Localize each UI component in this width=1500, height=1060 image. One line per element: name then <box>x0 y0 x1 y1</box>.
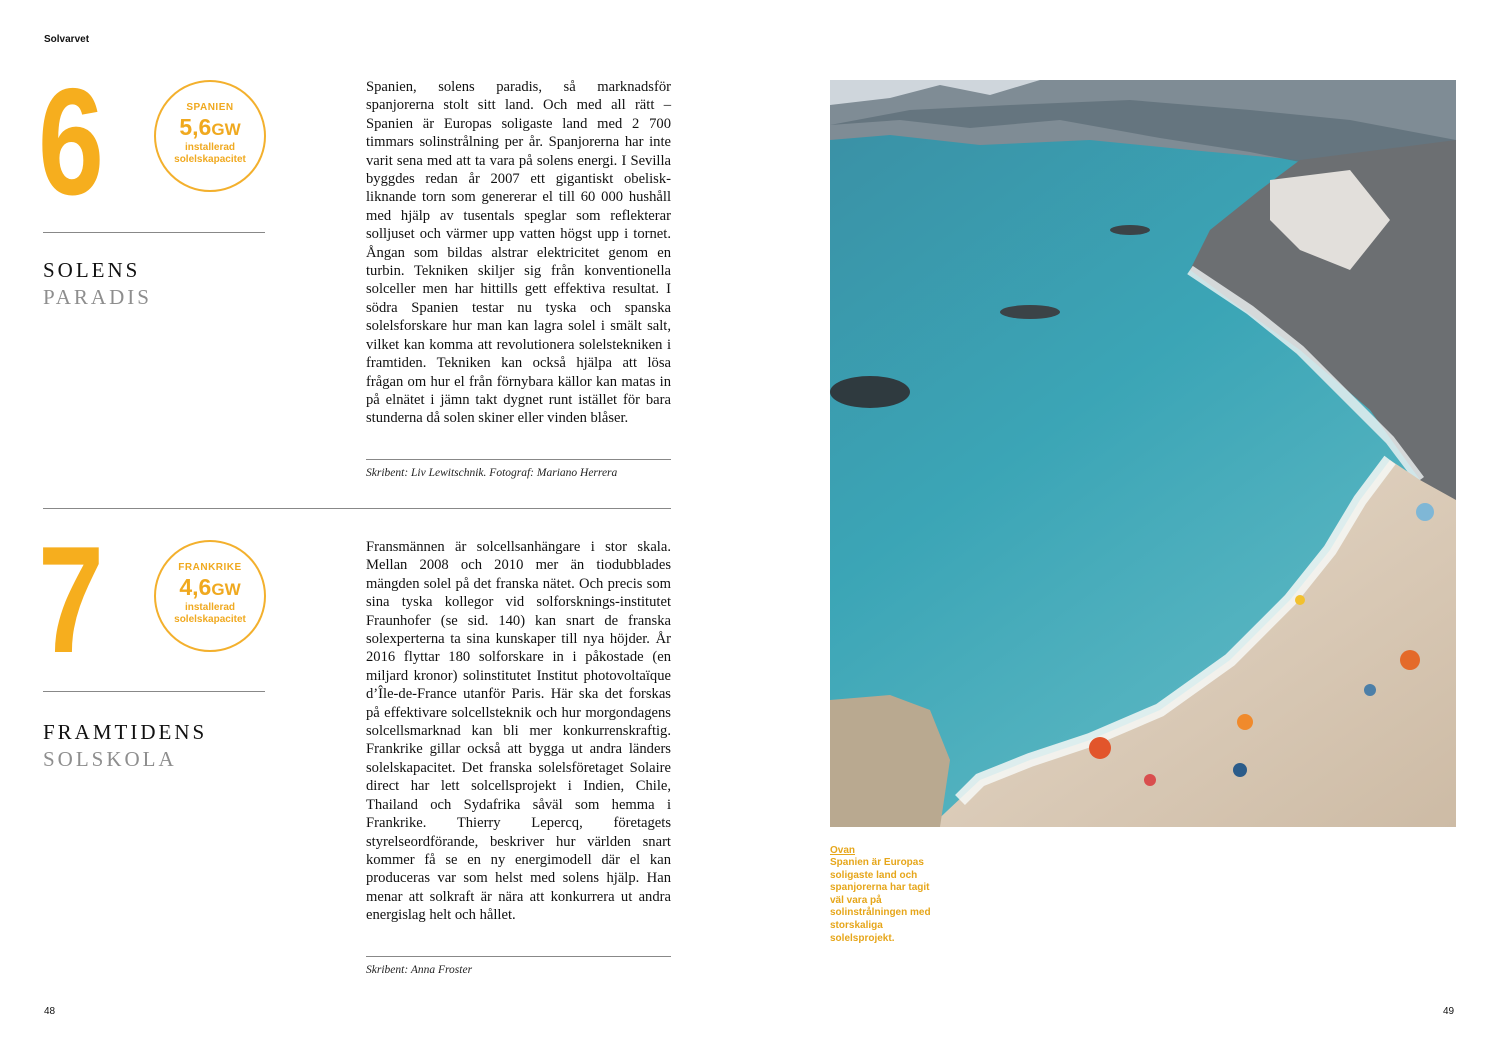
article-body: Spanien, solens paradis, så marknadsför spanjorerna stolt sitt land. Och med all rätt – Spanien är Europas soligaste land med 2 700 timmars solinstrålning per år. Spanjorerna har inte varit sena med att ta vara på solens energi. I Sevilla byggdes redan år 2007 ett gigantiskt obelisk-liknande torn som genererar el till 60 000 hushåll med hjälp av tusentals speglar som reflekterar solljuset och värmer upp vatten högst upp i tornet. Ångan som bildas alstrar elektricitet genom en turbin. Tekniken skiljer sig från konventionella solceller men har hittills gett effektiva resultat. I södra Spanien testar nu tyska och spanska solelsforskare hur man kan lagra solel i smält salt, vilket kan komma att revolutionera solelstekniken i framtiden. Tekniken kan också hjälpa att lösa frågan om hur el från förnybara källor kan matas in på elnätet i jämn takt dygnet runt istället för bara stunderna då solen skiner eller vinden blåser. <box>366 79 671 427</box>
article-number-6: 6 <box>38 57 101 227</box>
badge-value: 4,6GW <box>179 574 241 600</box>
badge-line1: installerad <box>184 142 236 153</box>
article-separator <box>43 508 671 509</box>
section-header: Solvarvet <box>44 34 90 45</box>
article-title-line2: SOLSKOLA <box>43 747 177 771</box>
article-credit: Skribent: Anna Froster <box>366 964 473 976</box>
credit-divider <box>366 956 671 957</box>
article-title-line2: PARADIS <box>43 285 152 309</box>
credit-divider <box>366 459 671 460</box>
article-title-line1: FRAMTIDENS <box>43 720 208 744</box>
coastal-beach-photo <box>830 80 1456 827</box>
caption-label: Ovan <box>830 845 856 856</box>
title-divider <box>43 691 265 692</box>
photo-caption: Spanien är Europas soligaste land och spanjorerna har tagit väl vara på solinstrålningen med storskaliga solelsprojekt. <box>830 857 931 944</box>
title-divider <box>43 232 265 233</box>
badge-line2: solelskapacitet <box>174 614 246 625</box>
capacity-badge-spain <box>154 80 266 192</box>
article-title-line1: SOLENS <box>43 258 141 282</box>
article-credit: Skribent: Liv Lewitschnik. Fotograf: Mariano Herrera <box>366 467 618 479</box>
badge-country: SPANIEN <box>186 102 234 113</box>
page-number-right: 49 <box>1443 1006 1455 1017</box>
badge-country: FRANKRIKE <box>178 562 242 573</box>
badge-line2: solelskapacitet <box>174 154 246 165</box>
page-number-left: 48 <box>44 1006 56 1017</box>
capacity-badge-france <box>154 540 266 652</box>
badge-value: 5,6GW <box>179 114 241 140</box>
badge-line1: installerad <box>184 602 236 613</box>
article-body: Fransmännen är solcellsanhängare i stor skala. Mellan 2008 och 2010 mer än tiodubblades mängden solel på det franska nätet. Och precis som sina tyska kollegor vid solforsknings-institutet Fraunhofer (se sid. 140) kan snart de franska solexperterna ta sina kunskaper till nya höjder. År 2016 flyttar 180 solforskare in i påkostade (en miljard kronor) solinstitutet Institut photovoltaïque d’Île-de-France utanför Paris. Här ska det forskas på effektivare solcellsteknik och hur morgondagens solcellsmarknad kan bli mer konkurrenskraftig. Frankrike gillar också att bygga ut andra länders solelskapacitet. Det franska solelsföretaget Solaire direct har lett solcellsprojekt i Indien, Chile, Thailand och Sydafrika såväl som hemma i Frankrike. Thierry Lepercq, företagets styrelseordförande, beskriver hur världen snart kommer få se en ny energimodell där el kan produceras var som helst med solens hjälp. Han menar att solkraft är nära att konkurrera ut andra energislag helt och hållet. <box>366 539 671 924</box>
article-number-7: 7 <box>38 515 101 685</box>
